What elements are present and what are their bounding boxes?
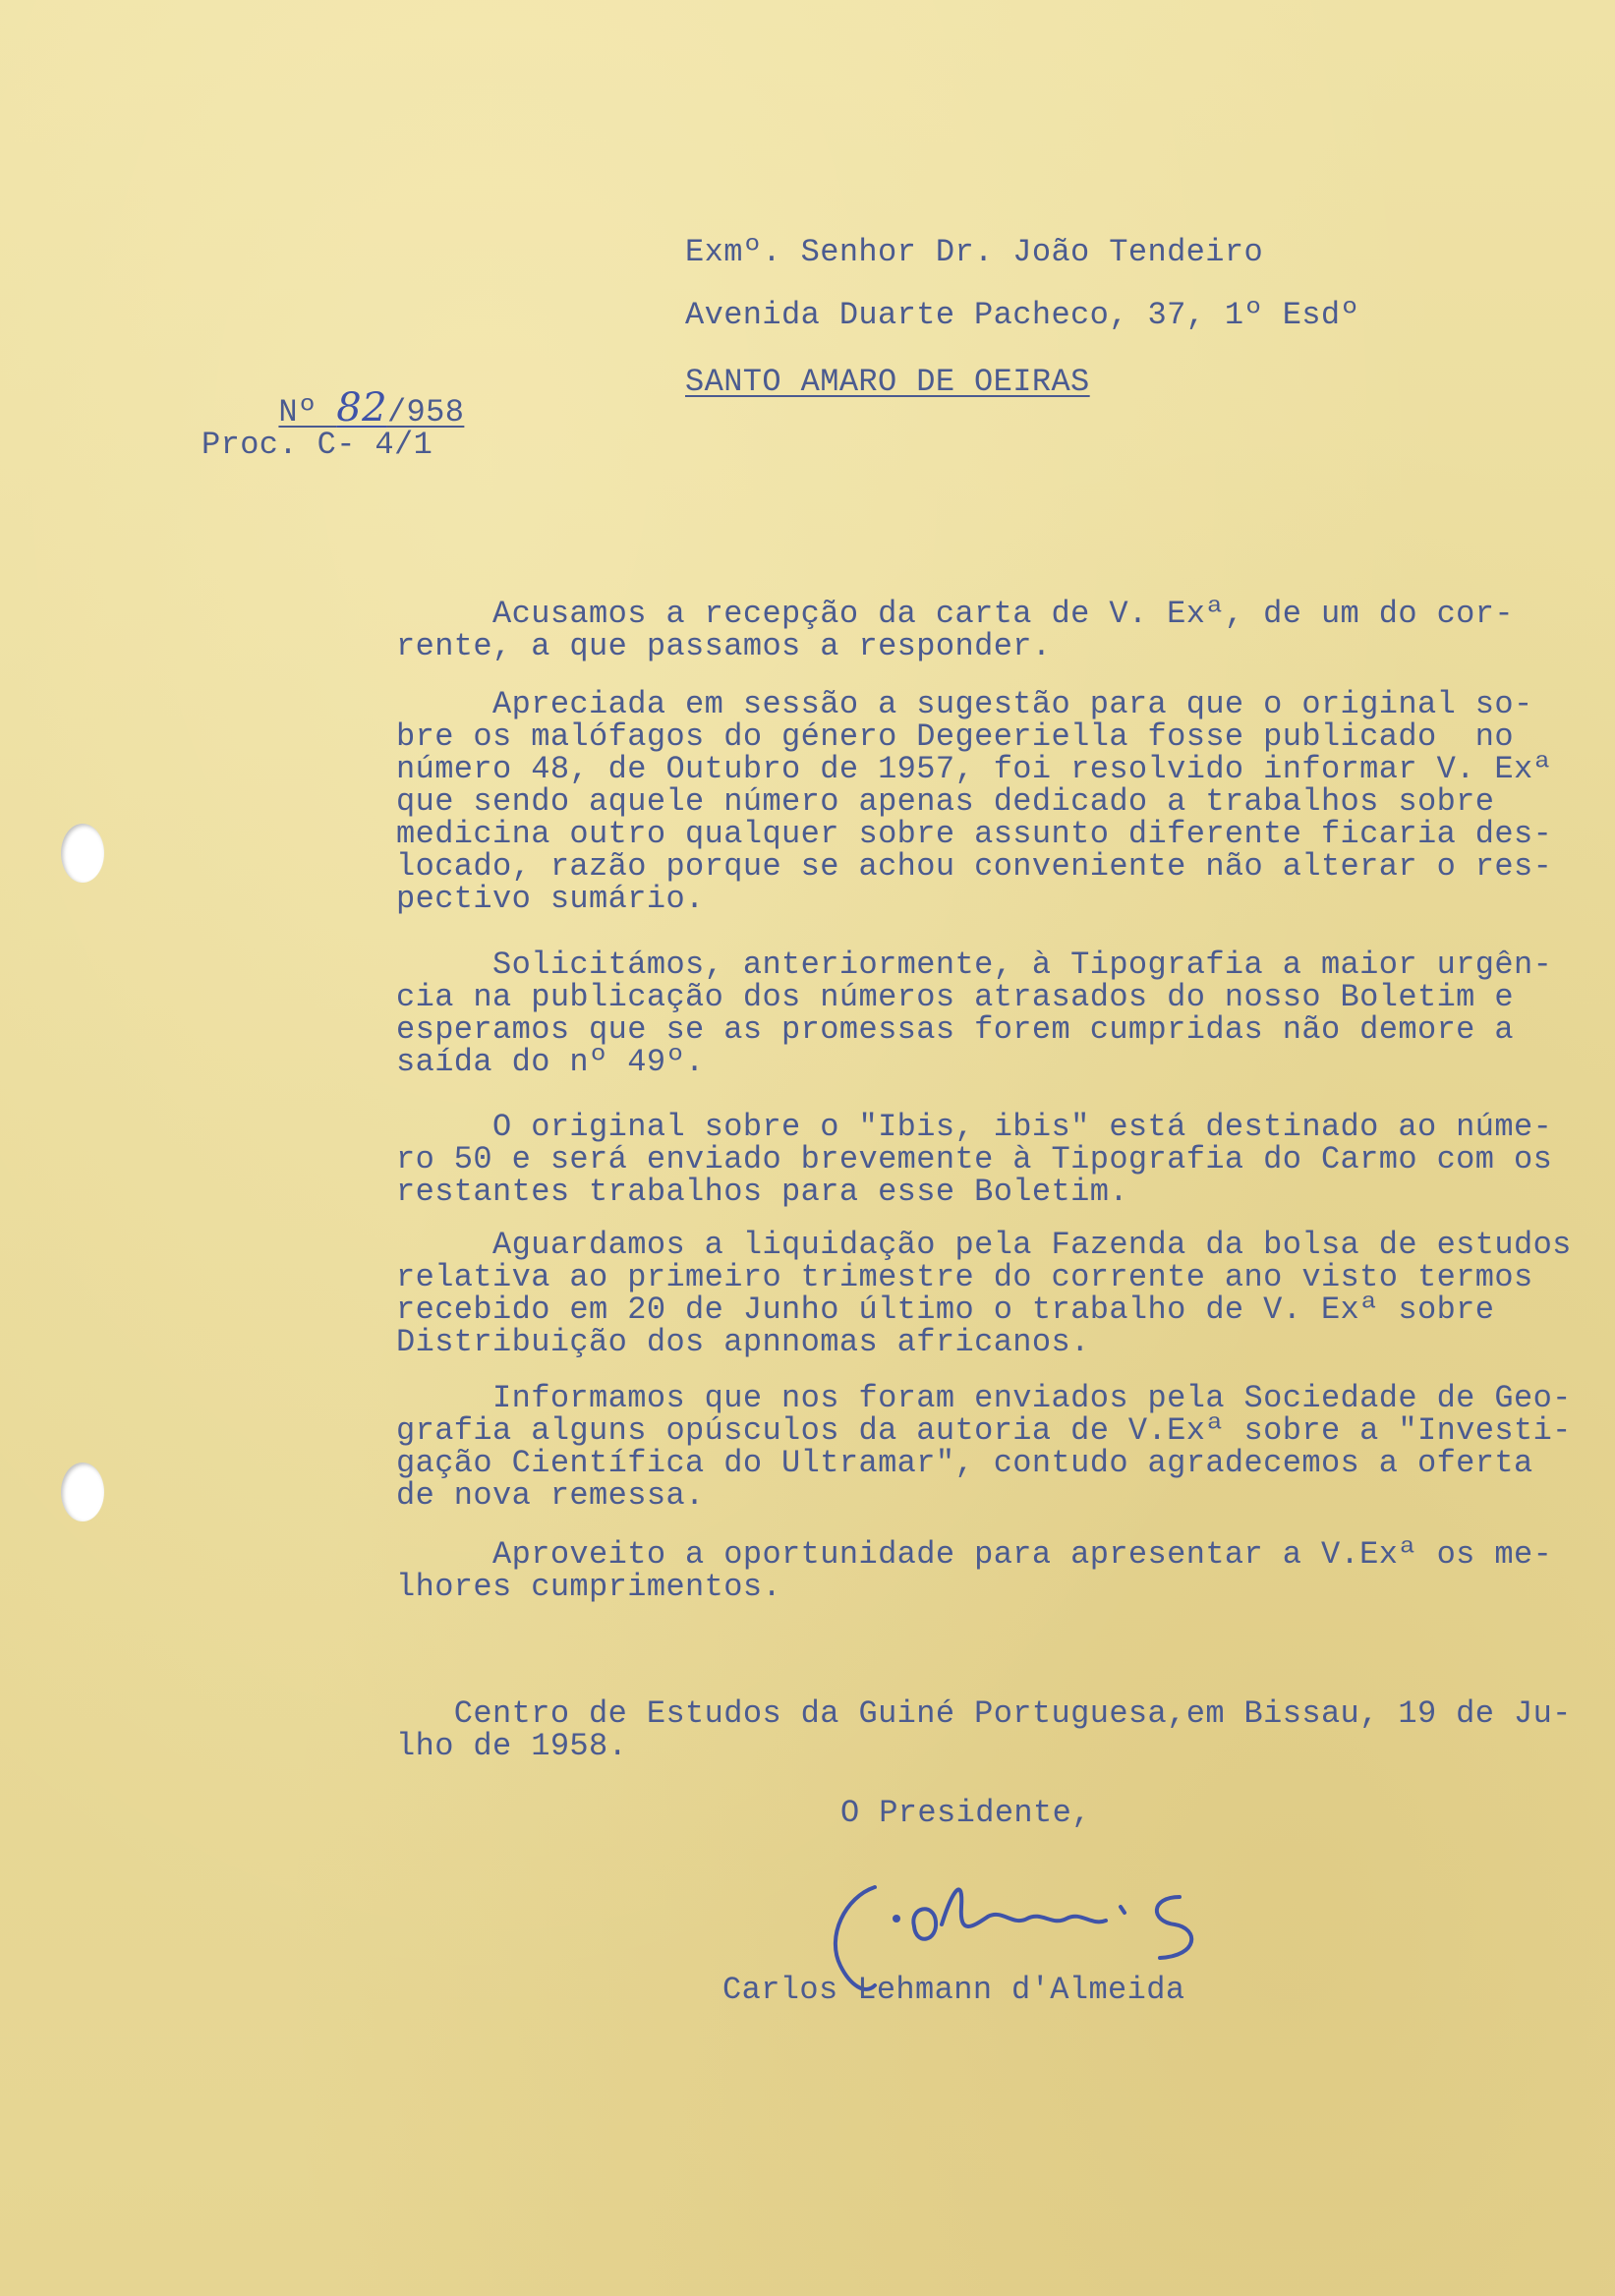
body-line: locado, razão porque se achou conveniente não alterar o res- bbox=[396, 848, 1553, 885]
body-line: rente, a que passamos a responder. bbox=[396, 628, 1052, 664]
body-line: Aproveito a oportunidade para apresentar a V.Exª os me- bbox=[396, 1536, 1553, 1573]
recipient-name: Exmº. Senhor Dr. João Tendeiro bbox=[685, 234, 1264, 270]
body-line: cia na publicação dos números atrasados do nosso Boletim e bbox=[396, 979, 1514, 1015]
body-line: restantes trabalhos para esse Boletim. bbox=[396, 1174, 1128, 1210]
reference-number-prefix: Nº bbox=[278, 394, 337, 430]
body-line: Informamos que nos foram enviados pela Sociedade de Geo- bbox=[396, 1380, 1572, 1416]
body-line: Distribuição dos apnnomas africanos. bbox=[396, 1324, 1090, 1360]
body-line: de nova remessa. bbox=[396, 1477, 705, 1514]
punch-hole-bottom bbox=[61, 1463, 104, 1521]
body-line: pectivo sumário. bbox=[396, 881, 705, 917]
body-line: ro 50 e será enviado brevemente à Tipografia do Carmo com os bbox=[396, 1141, 1553, 1177]
place-date-line: Centro de Estudos da Guiné Portuguesa,em Bissau, 19 de Ju- bbox=[396, 1695, 1572, 1732]
body-line: número 48, de Outubro de 1957, foi resolvido informar V. Exª bbox=[396, 751, 1553, 787]
body-line: gação Científica do Ultramar", contudo agradecemos a oferta bbox=[396, 1445, 1533, 1481]
recipient-address: Avenida Duarte Pacheco, 37, 1º Esdº bbox=[685, 297, 1360, 333]
signer-title: O Presidente, bbox=[840, 1795, 1091, 1831]
body-line: recebido em 20 de Junho último o trabalho de V. Exª sobre bbox=[396, 1292, 1495, 1328]
reference-number-handwritten: 82 bbox=[336, 385, 387, 430]
body-line: saída do nº 49º. bbox=[396, 1044, 705, 1080]
body-line: relativa ao primeiro trimestre do corrente ano visto termos bbox=[396, 1259, 1533, 1295]
body-line: Solicitámos, anteriormente, à Tipografia a maior urgên- bbox=[396, 947, 1553, 983]
body-line: O original sobre o "Ibis, ibis" está destinado ao núme- bbox=[396, 1109, 1553, 1145]
signer-name: Carlos Lehmann d'Almeida bbox=[722, 1972, 1185, 2008]
body-line: Aguardamos a liquidação pela Fazenda da bolsa de estudos bbox=[396, 1227, 1572, 1263]
body-line: Apreciada em sessão a sugestão para que o original so- bbox=[396, 686, 1533, 722]
recipient-city: SANTO AMARO DE OEIRAS bbox=[685, 364, 1090, 400]
process-reference: Proc. C- 4/1 bbox=[202, 427, 433, 463]
body-line: que sendo aquele número apenas dedicado a trabalhos sobre bbox=[396, 783, 1495, 820]
body-line: medicina outro qualquer sobre assunto diferente ficaria des- bbox=[396, 816, 1553, 852]
body-line: grafia alguns opúsculos da autoria de V.Exª sobre a "Investi- bbox=[396, 1412, 1572, 1449]
punch-hole-top bbox=[61, 824, 104, 883]
body-line: lhores cumprimentos. bbox=[396, 1569, 782, 1605]
body-line: Acusamos a recepção da carta de V. Exª, de um do cor- bbox=[396, 596, 1514, 632]
place-date-line: lho de 1958. bbox=[396, 1728, 628, 1764]
reference-number-year: /958 bbox=[386, 394, 465, 430]
body-line: esperamos que se as promessas forem cumpridas não demore a bbox=[396, 1011, 1514, 1048]
body-line: bre os malófagos do género Degeeriella fosse publicado no bbox=[396, 718, 1514, 755]
